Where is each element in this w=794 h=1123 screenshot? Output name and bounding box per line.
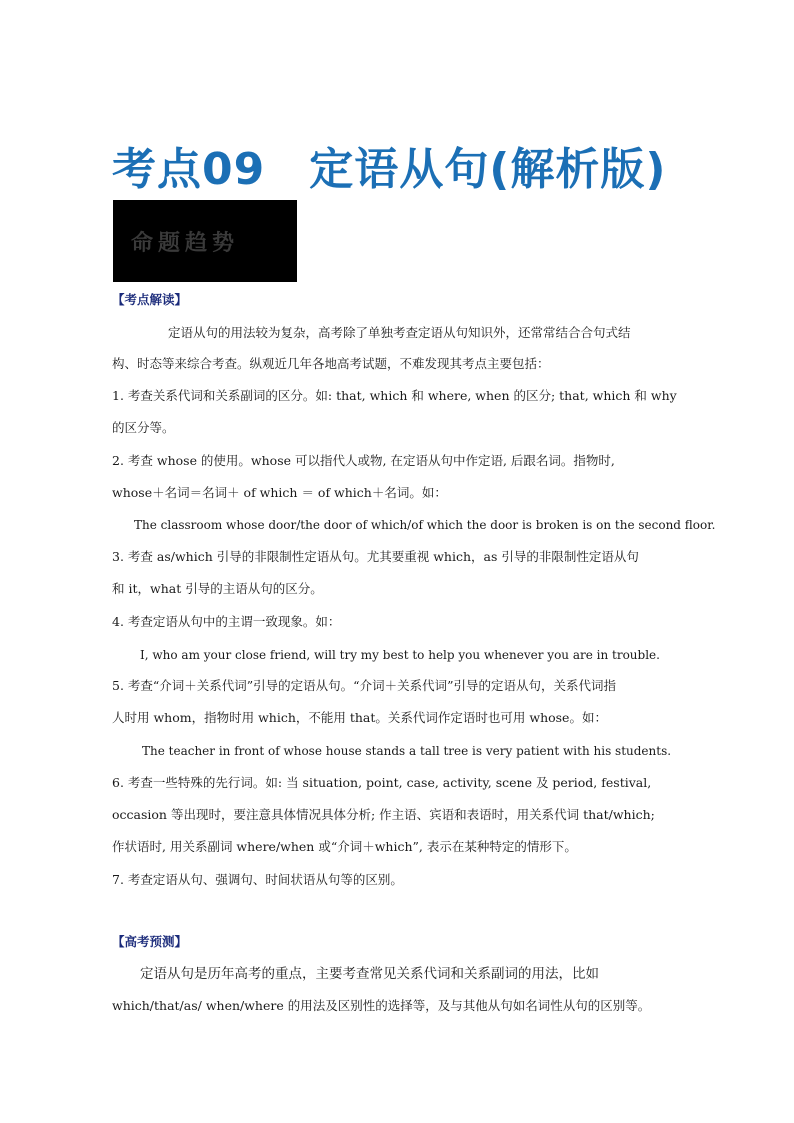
title-part-2: 定语从句(解析版) [309,144,667,195]
item-line-11: 人时用 whom，指物时用 which，不能用 that。关系代词作定语时也可用 whose。如： [112,710,607,725]
intro-line-2: 构、时态等来综合考查。纵观近几年各地高考试题，不难发现其考点主要包括： [112,356,550,371]
item-line-14: occasion 等出现时，要注意具体情况具体分析; 作主语、宾语和表语时，用关系代词 that/which; [112,807,655,822]
page-title [112,140,752,200]
title-part-1: 考点09 [112,144,266,195]
intro-line-1: 定语从句的用法较为复杂，高考除了单独考查定语从句知识外，还常常结合合句式结 [168,325,631,340]
item-line-1: 1. 考查关系代词和关系副词的区分。如: that, which 和 where, when 的区分; that, which 和 why [112,388,677,403]
item-line-6: 3. 考查 as/which 引导的非限制性定语从句。尤其要重视 which，as 引导的非限制性定语从句 [112,549,639,564]
prediction-line-1: 定语从句是历年高考的重点，主要考查常见关系代词和关系副词的用法，比如 [140,966,599,982]
prediction-line-2: which/that/as/ when/where 的用法及区别性的选择等，及与其他从句如名词性从句的区别等。 [112,998,651,1013]
example-sentence-3: The teacher in front of whose house stands a tall tree is very patient with his students. [142,744,672,758]
section-heading-kaodian: 【考点解读】 [112,292,188,307]
item-line-7: 和 it，what 引导的主语从句的区分。 [112,581,323,596]
item-line-15: 作状语时, 用关系副词 where/when 或“介词＋which”, 表示在某种特定的情形下。 [112,839,577,854]
item-line-13: 6. 考查一些特殊的先行词。如: 当 situation, point, case, activity, scene 及 period, festival, [112,775,652,790]
example-sentence-1: The classroom whose door/the door of which/of which the door is broken is on the second floor. [134,518,716,532]
item-line-8: 4. 考查定语从句中的主谓一致现象。如： [112,614,341,629]
section-banner [113,200,297,282]
banner-text: 命题趋势 [131,231,240,256]
example-sentence-2: I, who am your close friend, will try my best to help you whenever you are in trouble. [140,648,660,662]
item-line-10: 5. 考查“介词＋关系代词”引导的定语从句。“介词＋关系代词”引导的定语从句，关系代词指 [112,678,616,693]
item-line-16: 7. 考查定语从句、强调句、时间状语从句等的区别。 [112,872,403,887]
item-line-2: 的区分等。 [112,420,175,435]
item-line-3: 2. 考查 whose 的使用。whose 可以指代人或物, 在定语从句中作定语, 后跟名词。指物时, [112,453,615,468]
section-heading-yuce: 【高考预测】 [112,934,188,949]
item-line-4: whose＋名词＝名词＋ of which ＝ of which＋名词。如： [112,485,447,500]
